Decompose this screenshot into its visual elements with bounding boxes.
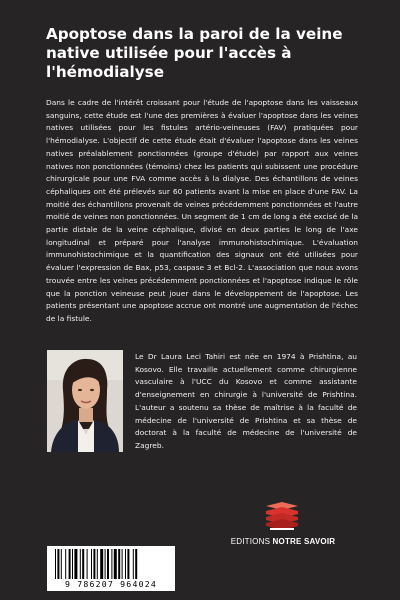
book-title: Apoptose dans la paroi de la veine native utilisée pour l'accès à l'hémodialyse: [46, 25, 343, 81]
barcode-bar: [82, 549, 84, 579]
barcode-bar: [65, 549, 66, 579]
barcode-bar: [61, 549, 62, 579]
barcode-bar: [100, 549, 103, 579]
barcode-bar: [55, 549, 56, 579]
barcode-bar: [91, 549, 92, 579]
barcode-bar: [74, 549, 77, 579]
publisher-name: [228, 537, 338, 546]
author-bio: Le Dr Laura Leci Tahiri est née en 1974 à Prishtina, au Kosovo. Elle travaille actuellement comme chirurgienne vasculaire à l'UCC du Kosovo et comme assistante d'enseignement en chirurgie à l'université de Prishtina. L'auteur a soutenu sa thèse de maîtrise à la faculté de médecine de l'université de Prishtina et sa thèse de doctorat à la faculté de médecine de l'université de Zagreb.: [135, 352, 357, 450]
barcode-bar: [107, 549, 109, 579]
barcode-bar: [114, 549, 117, 579]
barcode-bar: [118, 549, 120, 579]
barcode-bar: [57, 549, 59, 579]
barcode-bar: [133, 549, 134, 579]
barcode-bar: [105, 549, 106, 579]
publisher-brand: NOTRE SAVOIR: [272, 537, 336, 546]
barcode-bar: [125, 549, 126, 579]
publisher-prefix: EDITIONS: [230, 537, 273, 546]
barcode-bar: [111, 549, 112, 579]
barcode-bar: [93, 549, 95, 579]
barcode-bar: [87, 549, 88, 579]
barcode-bar: [69, 549, 71, 579]
author-photo: [47, 350, 123, 452]
barcode-bar: [80, 549, 81, 579]
barcode-bar: [97, 549, 98, 579]
barcode-bar: [135, 549, 137, 579]
barcode-bar: [72, 549, 73, 579]
barcode-bars: [55, 549, 167, 579]
barcode-bar: [122, 549, 123, 579]
isbn-number: 9 786207 964024: [65, 579, 157, 589]
barcode-bar: [127, 549, 129, 579]
isbn-barcode: [47, 546, 175, 591]
abstract-text: Dans le cadre de l'intérêt croissant pour l'étude de l'apoptose dans les vaisseaux sanguins, cette étude est l'une des premières à évaluer l'apoptose dans les veines natives utilisées pour les fistules artério-veineuses (FAV) pratiquées pour l'hémodialyse. L'objectif de cette étude était d'évaluer l'apoptose dans les veines natives préalablement ponctionnées (groupe d'étude) par rapport aux veines natives non ponctionnées (témoins) chez les patients qui subissent une procédure chirurgicale pour une FVA comme accès à la dialyse. Des échantillons de veines céphaliques ont été prélevés sur 60 patients avant la mise en place d'une FAV. La moitié des échantillons provenait de veines précédemment ponctionnées et l'autre moitié de veines non ponctionnées. Un segment de 1 cm de long a été excisé de la partie distale de la veine céphalique, divisé en deux parties le long de l'axe longitudinal et préparé pour l'analyse immunohistochimique. L'évaluation immunohistochimique et la quantification des signaux ont été utilisées pour évaluer l'expression de Bax, p53, caspase 3 et Bcl-2. L'association que nous avons trouvée entre les veines précédemment ponctionnées et l'apoptose indique le rôle que la ponction veineuse peut jouer dans le développement de l'apoptose. Les patients présentant une apoptose accrue ont montré une augmentation de l'échec de la fistule.: [46, 98, 358, 323]
stacked-books-logo-icon: [262, 502, 302, 532]
